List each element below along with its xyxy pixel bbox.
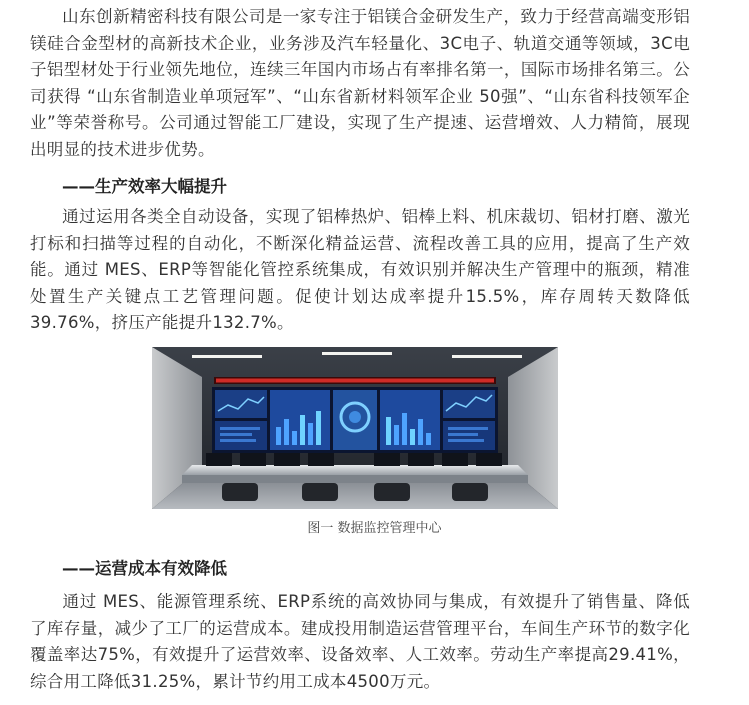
- monitoring-center-photo: [152, 347, 558, 509]
- efficiency-paragraph: [30, 204, 690, 337]
- figure-caption: 图一 数据监控管理中心: [307, 521, 442, 536]
- efficiency-text: 通过运用各类全自动设备，实现了铝棒热炉、铝棒上料、机床裁切、铝材打磨、激光打标和扫描等过程的自动化，不断深化精益运营、流程改善工具的应用，提高了生产效能。通过 MES、ERP等智能化管控系统集成，有效识别并解决生产管理中的瓶颈，精准处置生产关键点工艺管理问题。促使计划达成率提升15.5%，库存周转天数降低39.76%，挤压产能提升132.7%。: [30, 207, 690, 332]
- heading-production-efficiency: ——生产效率大幅提升: [62, 177, 227, 196]
- cost-text: 通过 MES、能源管理系统、ERP系统的高效协同与集成，有效提升了销售量、降低了库存量，减少了工厂的运营成本。建成投用制造运营管理平台，车间生产环节的数字化覆盖率达75%，有效提升了运营效率、设备效率、人工效率。劳动生产率提高29.41%，综合用工降低31.25%，累计节约用工成本4500万元。: [30, 592, 690, 691]
- heading-operating-cost: ——运营成本有效降低: [62, 559, 227, 578]
- cost-paragraph: [30, 589, 690, 695]
- intro-text: 山东创新精密科技有限公司是一家专注于铝镁合金研发生产，致力于经营高端变形铝镁硅合金型材的高新技术企业，业务涉及汽车轻量化、3C电子、轨道交通等领域，3C电子铝型材处于行业领先地位，连续三年国内市场占有率排名第一，国际市场排名第三。公司获得 “山东省制造业单项冠军”、“山东省新材料领军企业 50强”、“山东省科技领军企业”等荣誉称号。公司通过智能工厂建设，实现了生产提速、运营增效、人力精简，展现出明显的技术进步优势。: [30, 7, 690, 159]
- monitoring-center-illustration: [152, 347, 558, 509]
- intro-paragraph: [30, 4, 690, 163]
